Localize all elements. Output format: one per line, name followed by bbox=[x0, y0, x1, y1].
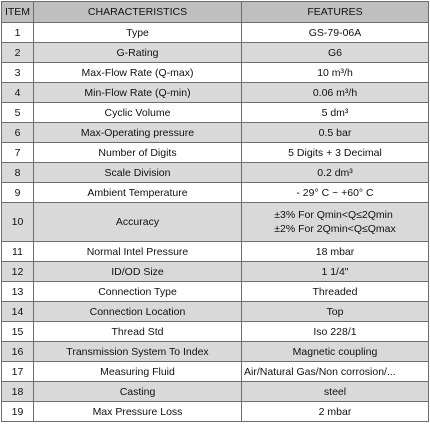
item-number: 6 bbox=[2, 123, 34, 143]
table-row bbox=[2, 143, 429, 163]
table-row bbox=[2, 103, 429, 123]
characteristic-cell: ID/OD Size bbox=[34, 262, 242, 282]
item-number: 16 bbox=[2, 342, 34, 362]
feature-cell: - 29° C ~ +60° C bbox=[242, 183, 429, 203]
characteristic-cell: Max-Flow Rate (Q-max) bbox=[34, 63, 242, 83]
item-number: 12 bbox=[2, 262, 34, 282]
item-number: 19 bbox=[2, 402, 34, 422]
item-number: 8 bbox=[2, 163, 34, 183]
specifications-table bbox=[1, 1, 429, 422]
accuracy-line: ±2% For 2Qmin<Q≤Qmax bbox=[274, 223, 396, 235]
table-row bbox=[2, 242, 429, 262]
header-item: ITEM bbox=[2, 2, 34, 23]
table-row bbox=[2, 163, 429, 183]
table-row bbox=[2, 322, 429, 342]
feature-cell: Iso 228/1 bbox=[242, 322, 429, 342]
table-row bbox=[2, 382, 429, 402]
table-row bbox=[2, 183, 429, 203]
feature-cell: 18 mbar bbox=[242, 242, 429, 262]
item-number: 9 bbox=[2, 183, 34, 203]
characteristic-cell: G-Rating bbox=[34, 43, 242, 63]
item-number: 17 bbox=[2, 362, 34, 382]
item-number: 2 bbox=[2, 43, 34, 63]
feature-cell: Top bbox=[242, 302, 429, 322]
feature-cell: 10 m³/h bbox=[242, 63, 429, 83]
table-row bbox=[2, 402, 429, 422]
feature-text: Air/Natural Gas/Non corrosion/... bbox=[244, 365, 396, 378]
table-row bbox=[2, 63, 429, 83]
table-row bbox=[2, 43, 429, 63]
characteristic-cell: Normal Intel Pressure bbox=[34, 242, 242, 262]
feature-cell: 0.06 m³/h bbox=[242, 83, 429, 103]
characteristic-cell: Type bbox=[34, 23, 242, 43]
feature-cell: 2 mbar bbox=[242, 402, 429, 422]
table-row bbox=[2, 362, 429, 382]
characteristic-cell: Transmission System To Index bbox=[34, 342, 242, 362]
feature-cell: Threaded bbox=[242, 282, 429, 302]
feature-cell: GS-79-06A bbox=[242, 23, 429, 43]
table-row bbox=[2, 123, 429, 143]
characteristic-cell: Thread Std bbox=[34, 322, 242, 342]
header-features: FEATURES bbox=[242, 2, 429, 23]
item-number: 10 bbox=[2, 203, 34, 242]
table-row bbox=[2, 83, 429, 103]
header-characteristics: CHARACTERISTICS bbox=[34, 2, 242, 23]
item-number: 3 bbox=[2, 63, 34, 83]
feature-cell bbox=[242, 362, 429, 382]
feature-cell: Magnetic coupling bbox=[242, 342, 429, 362]
feature-cell: 5 Digits + 3 Decimal bbox=[242, 143, 429, 163]
characteristic-cell: Measuring Fluid bbox=[34, 362, 242, 382]
item-number: 4 bbox=[2, 83, 34, 103]
feature-cell: 0.2 dm³ bbox=[242, 163, 429, 183]
table-row bbox=[2, 262, 429, 282]
item-number: 1 bbox=[2, 23, 34, 43]
feature-cell: 5 dm³ bbox=[242, 103, 429, 123]
table-row bbox=[2, 203, 429, 242]
item-number: 14 bbox=[2, 302, 34, 322]
table-header-row bbox=[2, 2, 429, 23]
item-number: 18 bbox=[2, 382, 34, 402]
table-row bbox=[2, 342, 429, 362]
table-row bbox=[2, 282, 429, 302]
characteristic-cell: Ambient Temperature bbox=[34, 183, 242, 203]
item-number: 11 bbox=[2, 242, 34, 262]
item-number: 15 bbox=[2, 322, 34, 342]
characteristic-cell: Cyclic Volume bbox=[34, 103, 242, 123]
characteristic-cell: Casting bbox=[34, 382, 242, 402]
item-number: 13 bbox=[2, 282, 34, 302]
item-number: 7 bbox=[2, 143, 34, 163]
characteristic-cell: Scale Division bbox=[34, 163, 242, 183]
characteristic-cell: Connection Location bbox=[34, 302, 242, 322]
characteristic-cell: Number of Digits bbox=[34, 143, 242, 163]
table-row bbox=[2, 23, 429, 43]
characteristic-cell: Connection Type bbox=[34, 282, 242, 302]
characteristic-cell: Min-Flow Rate (Q-min) bbox=[34, 83, 242, 103]
table-row bbox=[2, 302, 429, 322]
characteristic-cell: Max-Operating pressure bbox=[34, 123, 242, 143]
accuracy-lines bbox=[274, 208, 396, 236]
feature-cell: 0.5 bar bbox=[242, 123, 429, 143]
characteristic-cell: Max Pressure Loss bbox=[34, 402, 242, 422]
item-number: 5 bbox=[2, 103, 34, 123]
feature-cell bbox=[242, 203, 429, 242]
accuracy-line: ±3% For Qmin<Q≤2Qmin bbox=[274, 209, 393, 221]
feature-cell: steel bbox=[242, 382, 429, 402]
characteristic-cell: Accuracy bbox=[34, 203, 242, 242]
feature-cell: G6 bbox=[242, 43, 429, 63]
feature-cell: 1 1/4" bbox=[242, 262, 429, 282]
